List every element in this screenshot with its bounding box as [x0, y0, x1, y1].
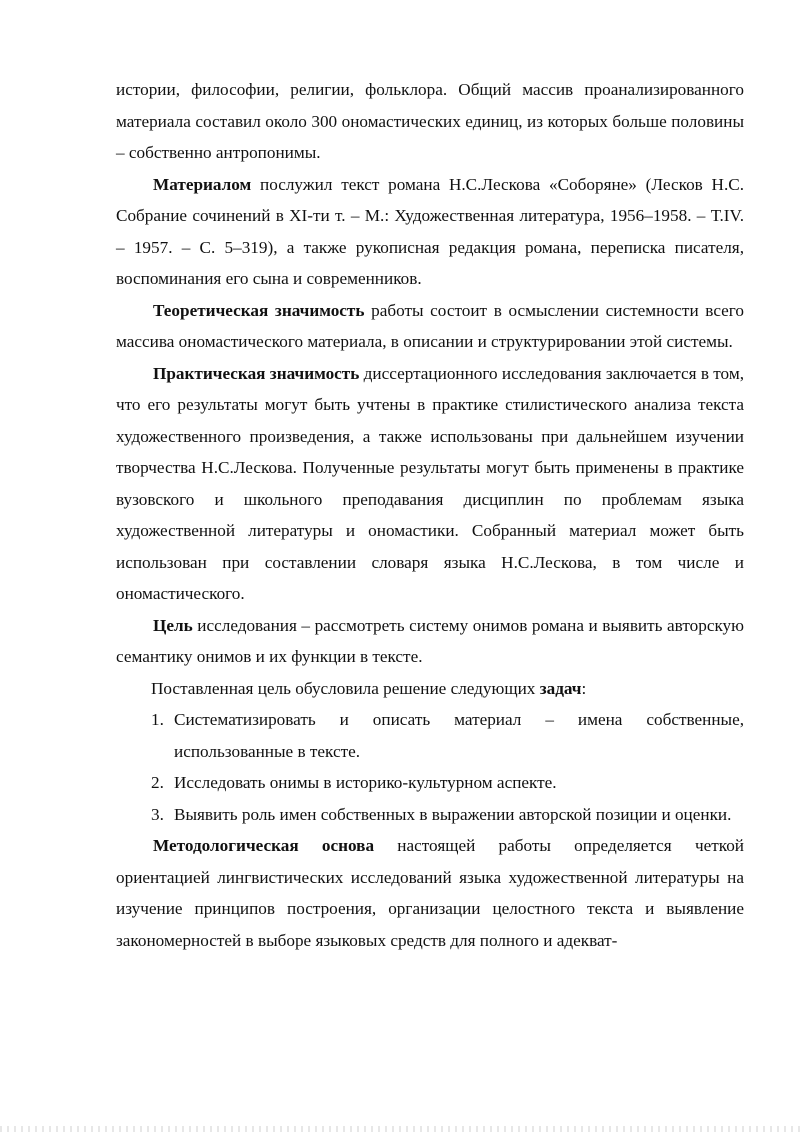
list-item — [116, 704, 744, 767]
term-methodology: Методологическая основа — [153, 836, 375, 855]
list-item-text: Выявить роль имен собственных в выражении авторской позиции и оценки. — [174, 804, 732, 824]
tasks-list — [116, 704, 744, 830]
paragraph-goal — [116, 610, 744, 673]
list-item-number: 2. — [151, 773, 164, 792]
term-material: Материалом — [153, 174, 252, 194]
document-page — [116, 74, 744, 956]
paragraph-goal-text: исследования – рассмотреть систему онимов романа и выявить авторскую семантику онимов и их функции в тексте. — [116, 615, 744, 666]
term-tasks: задач — [539, 678, 582, 698]
tasks-intro-text: Поставленная цель обусловила решение следующих — [151, 678, 540, 698]
paragraph-tasks-intro — [116, 673, 744, 705]
scan-edge-noise — [0, 1126, 800, 1132]
term-practical-significance: Практическая значимость — [153, 363, 360, 383]
list-item-number: 1. — [151, 710, 164, 729]
term-theoretical-significance: Теоретическая значимость — [153, 300, 365, 320]
paragraph-theoretical-text: работы состоит в осмыслении системности всего массива ономастического материала, в описании и структурировании этой системы. — [116, 300, 744, 351]
list-item-text: Систематизировать и описать материал – имена собственные, использованные в тексте. — [174, 710, 744, 761]
list-item-number: 3. — [151, 804, 164, 824]
paragraph-practical-significance — [116, 358, 744, 610]
paragraph-continuation: истории, философии, религии, фольклора. Общий массив проанализированного материала составил около 300 ономастических единиц, из которых больше половины – собственно антропонимы. — [116, 80, 744, 162]
list-item-text: Исследовать онимы в историко-культурном аспекте. — [174, 773, 557, 792]
paragraph-material-text: послужил текст романа Н.С.Лескова «Соборяне» (Лесков Н.С. Собрание сочинений в XI-ти т. – М.: Художественная литература, 1956–1958. – Т.IV. – 1957. – С. 5–319), а также рукописная редакция романа, переписка писателя, воспоминания его сына и современников. — [116, 174, 744, 288]
paragraph-theoretical-significance — [116, 295, 744, 358]
tasks-intro-colon: : — [581, 678, 587, 698]
paragraph-material — [116, 169, 744, 295]
paragraph-practical-text: диссертационного исследования заключается в том, что его результаты могут быть учтены в практике стилистического анализа текста художественного произведения, а также использованы при дальнейшем изучении творчества Н.С.Лескова. Полученные результаты могут быть применены в практике вузовского и школьного преподавания дисциплин по проблемам языка художественной литературы и ономастики. Собранный материал может быть использован при составлении словаря языка Н.С.Лескова, в том числе и ономастического. — [116, 363, 745, 603]
paragraph-methodology-text: настоящей работы определяется четкой ориентацией лингвистических исследований языка художественной литературы на изучение принципов построения, организации целостного текста и выявление закономерностей в выборе языковых средств для полного и адекват- — [116, 836, 744, 950]
list-item — [116, 799, 744, 831]
list-item — [116, 767, 744, 799]
term-goal: Цель — [153, 615, 193, 635]
paragraph-methodology — [116, 830, 744, 956]
